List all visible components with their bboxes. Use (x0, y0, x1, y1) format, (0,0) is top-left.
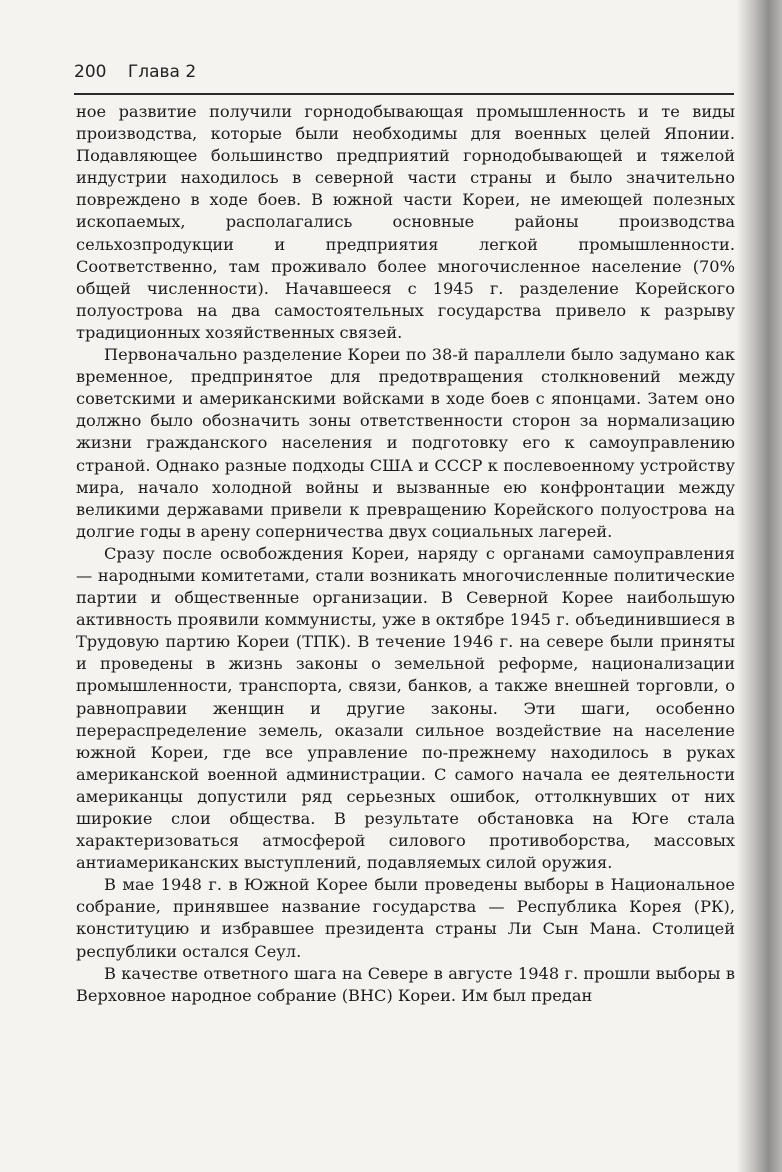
paragraph-5: В качестве ответного шага на Севере в августе 1948 г. прошли выборы в Верховное народное собрание (ВНС) Кореи. Им был предан (76, 963, 735, 1005)
paragraph-3: Сразу после освобождения Кореи, наряду с органами самоуправления — народными комитетами, стали возникать многочисленные политические партии и общественные организации. В Северной Корее наибольшую активность проявили коммунисты, уже в октябре 1945 г. объединившиеся в Трудовую партию Кореи (ТПК). В течение 1946 г. на севере были приняты и проведены в жизнь законы о земельной реформе, национализации промышленности, транспорта, связи, банков, а также внешней торговли, о равноправии женщин и другие законы. Эти шаги, особенно перераспределение земель, оказали сильное воздействие на население южной Кореи, где все управление по-прежнему находилось в руках американской военной администрации. С самого начала ее деятельности американцы допустили ряд серьезных ошибок, оттолкнувших от них широкие слои общества. В результате обстановка на Юге стала характеризоваться атмосферой силового противоборства, массовых антиамериканских выступлений, подавляемых силой оружия. (76, 543, 735, 873)
body-text (76, 101, 735, 1007)
header-rule (74, 93, 734, 95)
chapter-title: Глава 2 (127, 62, 197, 82)
running-header (74, 62, 734, 82)
paragraph-4: В мае 1948 г. в Южной Корее были проведены выборы в Национальное собрание, принявшее название государства — Республика Корея (РК), конституцию и избравшее президента страны Ли Сын Мана. Столицей республики остался Сеул. (76, 875, 735, 961)
paragraph-2: Первоначально разделение Кореи по 38-й параллели было задумано как временное, предпринятое для предотвращения столкновений между советскими и американскими войсками в ходе боев с японцами. Затем оно должно было обозначить зоны ответственности сторон за нормализацию жизни гражданского населения и подготовку его к самоуправлению страной. Однако разные подходы США и СССР к послевоенному устройству мира, начало холодной войны и вызванные ею конфронтации между великими державами привели к превращению Корейского полуострова на долгие годы в арену соперничества двух социальных лагерей. (76, 345, 735, 541)
paragraph-1: ное развитие получили горнодобывающая промышленность и те виды производства, которые были необходимы для военных целей Японии. Подавляющее большинство предприятий горнодобывающей и тяжелой индустрии находилось в северной части страны и было значительно повреждено в ходе боев. В южной части Кореи, не имеющей полезных ископаемых, располагались основные районы производства сельхозпродукции и предприятия легкой промышленности. Соответственно, там проживало более многочисленное население (70% общей численности). Начавшееся с 1945 г. разделение Корейского полуострова на два самостоятельных государства привело к разрыву традиционных хозяйственных связей. (76, 102, 735, 342)
page-edge-shadow (736, 0, 782, 1172)
page-number: 200 (74, 62, 107, 82)
